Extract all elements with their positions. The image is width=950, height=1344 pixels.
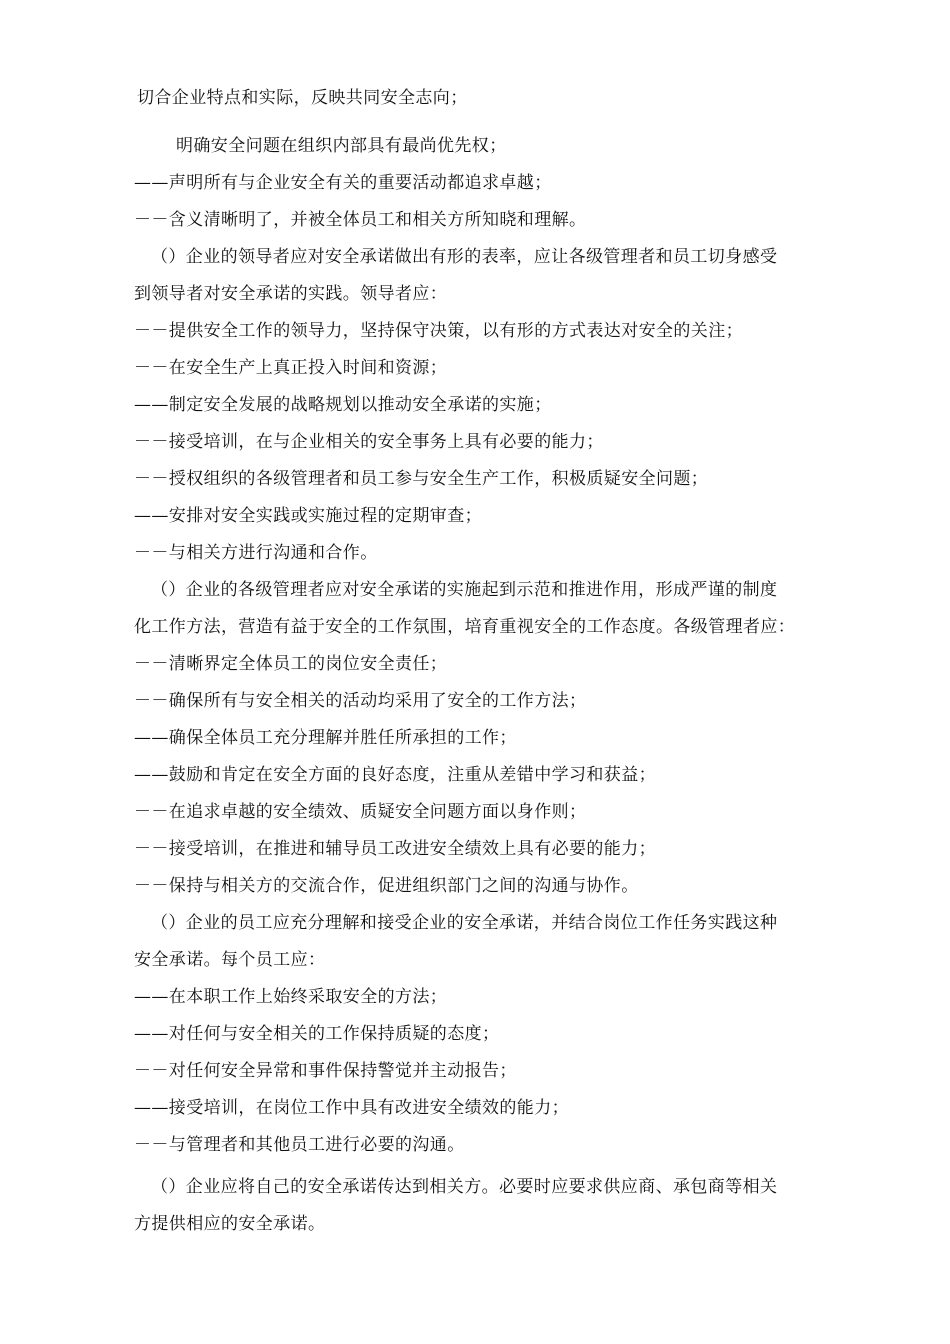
- list-item: ——鼓励和肯定在安全方面的良好态度，注重从差错中学习和获益；: [134, 765, 656, 785]
- list-item: ——安排对安全实践或实施过程的定期审查；: [134, 506, 482, 526]
- paragraph-line: （）企业应将自己的安全承诺传达到相关方。必要时应要求供应商、承包商等相关: [151, 1177, 778, 1197]
- paragraph-line: （）企业的各级管理者应对安全承诺的实施起到示范和推进作用，形成严谨的制度: [151, 580, 778, 600]
- list-item: －－接受培训，在推进和辅导员工改进安全绩效上具有必要的能力；: [134, 839, 656, 859]
- list-item: ——在本职工作上始终采取安全的方法；: [134, 987, 448, 1007]
- text-line: 切合企业特点和实际，反映共同安全志向；: [137, 88, 468, 108]
- list-item: －－对任何安全异常和事件保持警觉并主动报告；: [134, 1061, 517, 1081]
- list-item: －－授权组织的各级管理者和员工参与安全生产工作，积极质疑安全问题；: [134, 469, 709, 489]
- list-item: －－与管理者和其他员工进行必要的沟通。: [134, 1135, 465, 1155]
- list-item: ——对任何与安全相关的工作保持质疑的态度；: [134, 1024, 500, 1044]
- list-item: －－在追求卓越的安全绩效、质疑安全问题方面以身作则；: [134, 802, 587, 822]
- list-item: －－清晰界定全体员工的岗位安全责任；: [134, 654, 448, 674]
- list-item: ——声明所有与企业安全有关的重要活动都追求卓越；: [134, 173, 552, 193]
- list-item: －－含义清晰明了，并被全体员工和相关方所知晓和理解。: [134, 210, 587, 230]
- list-item: －－与相关方进行沟通和合作。: [134, 543, 378, 563]
- list-item: ——接受培训，在岗位工作中具有改进安全绩效的能力；: [134, 1098, 569, 1118]
- list-item: －－确保所有与安全相关的活动均采用了安全的工作方法；: [134, 691, 587, 711]
- list-item: －－在安全生产上真正投入时间和资源；: [134, 358, 448, 378]
- paragraph-line: （）企业的领导者应对安全承诺做出有形的表率，应让各级管理者和员工切身感受: [151, 247, 778, 267]
- text-line: 明确安全问题在组织内部具有最尚优先权；: [176, 136, 507, 156]
- list-item: －－保持与相关方的交流合作，促进组织部门之间的沟通与协作。: [134, 876, 639, 896]
- paragraph-line: 方提供相应的安全承诺。: [134, 1214, 326, 1234]
- paragraph-line: 化工作方法，营造有益于安全的工作氛围，培育重视安全的工作态度。各级管理者应：: [134, 617, 796, 637]
- list-item: ——制定安全发展的战略规划以推动安全承诺的实施；: [134, 395, 552, 415]
- list-item: －－接受培训，在与企业相关的安全事务上具有必要的能力；: [134, 432, 604, 452]
- paragraph-line: （）企业的员工应充分理解和接受企业的安全承诺，并结合岗位工作任务实践这种: [151, 913, 778, 933]
- paragraph-line: 安全承诺。每个员工应：: [134, 950, 326, 970]
- list-item: ——确保全体员工充分理解并胜任所承担的工作；: [134, 728, 517, 748]
- list-item: －－提供安全工作的领导力，坚持保守决策，以有形的方式表达对安全的关注；: [134, 321, 743, 341]
- paragraph-line: 到领导者对安全承诺的实践。领导者应：: [134, 284, 448, 304]
